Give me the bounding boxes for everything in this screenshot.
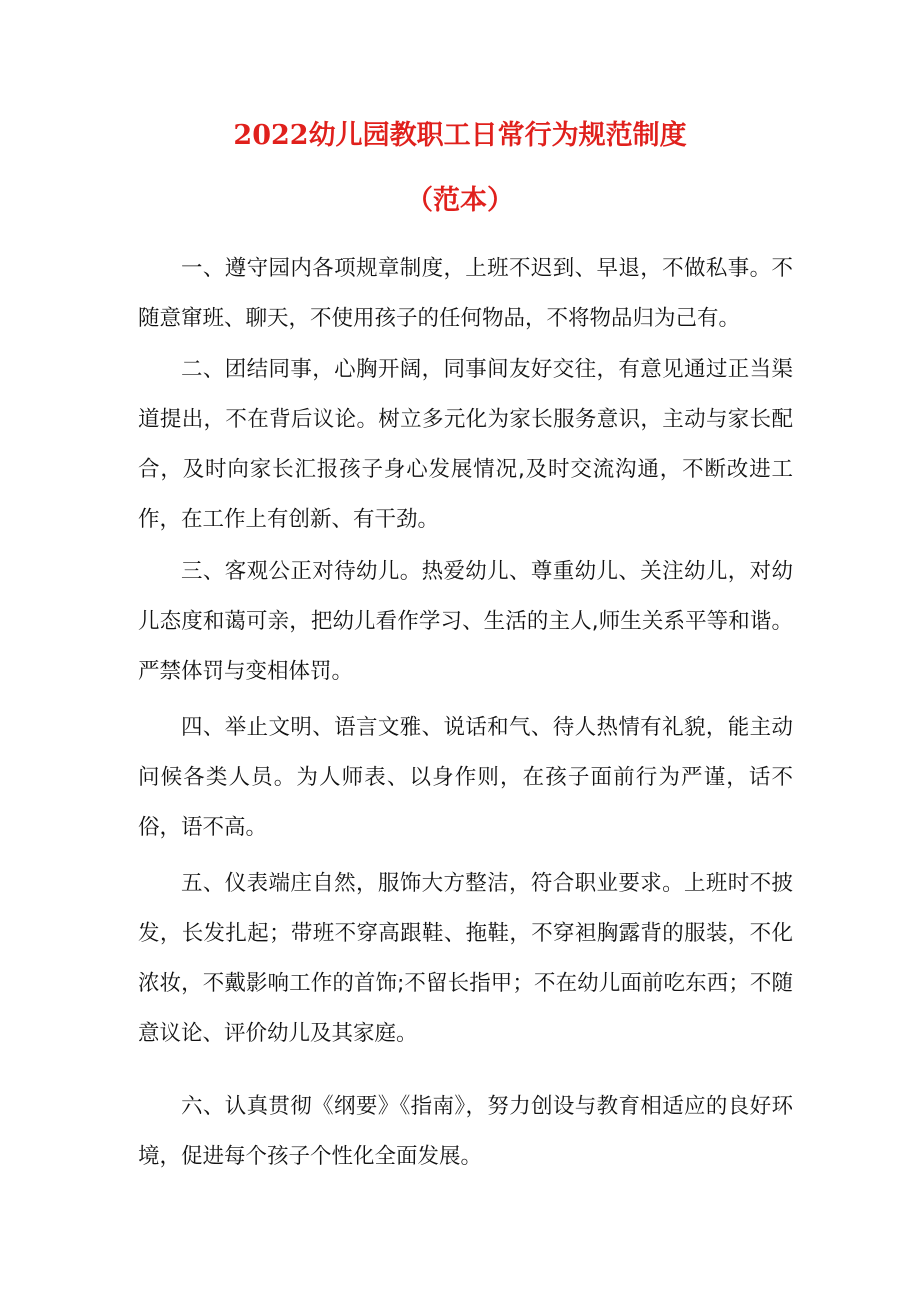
- paragraph-1: 一、遵守园内各项规章制度，上班不迟到、早退，不做私事。不随意窜班、聊天，不使用孩子的任何物品，不将物品归为己有。: [138, 256, 793, 331]
- document-title: 2022幼儿园教职工日常行为规范制度: [233, 120, 687, 151]
- paragraph-3: 三、客观公正对待幼儿。热爱幼儿、尊重幼儿、关注幼儿，对幼儿态度和蔼可亲，把幼儿看作学习、生活的主人,师生关系平等和谐。严禁体罚与变相体罚。: [138, 559, 793, 684]
- paragraph-2: 二、团结同事，心胸开阔，同事间友好交往，有意见通过正当渠道提出，不在背后议论。树立多元化为家长服务意识，主动与家长配合，及时向家长汇报孩子身心发展情况,及时交流沟通，不断改进工作，在工作上有创新、有干劲。: [138, 357, 793, 532]
- paragraph-6: 六、认真贯彻《纲要》《指南》，努力创设与教育相适应的良好环境，促进每个孩子个性化全面发展。: [138, 1094, 793, 1169]
- paragraph-5: 五、仪表端庄自然，服饰大方整洁，符合职业要求。上班时不披发，长发扎起；带班不穿高跟鞋、拖鞋，不穿袒胸露背的服装，不化浓妆，不戴影响工作的首饰;不留长指甲；不在幼儿面前吃东西；不随意议论、评价幼儿及其家庭。: [138, 871, 793, 1046]
- paragraph-4: 四、举止文明、语言文雅、说话和气、待人热情有礼貌，能主动问候各类人员。为人师表、以身作则，在孩子面前行为严谨，话不俗，语不高。: [138, 715, 793, 840]
- document-subtitle: （范本）: [406, 185, 514, 216]
